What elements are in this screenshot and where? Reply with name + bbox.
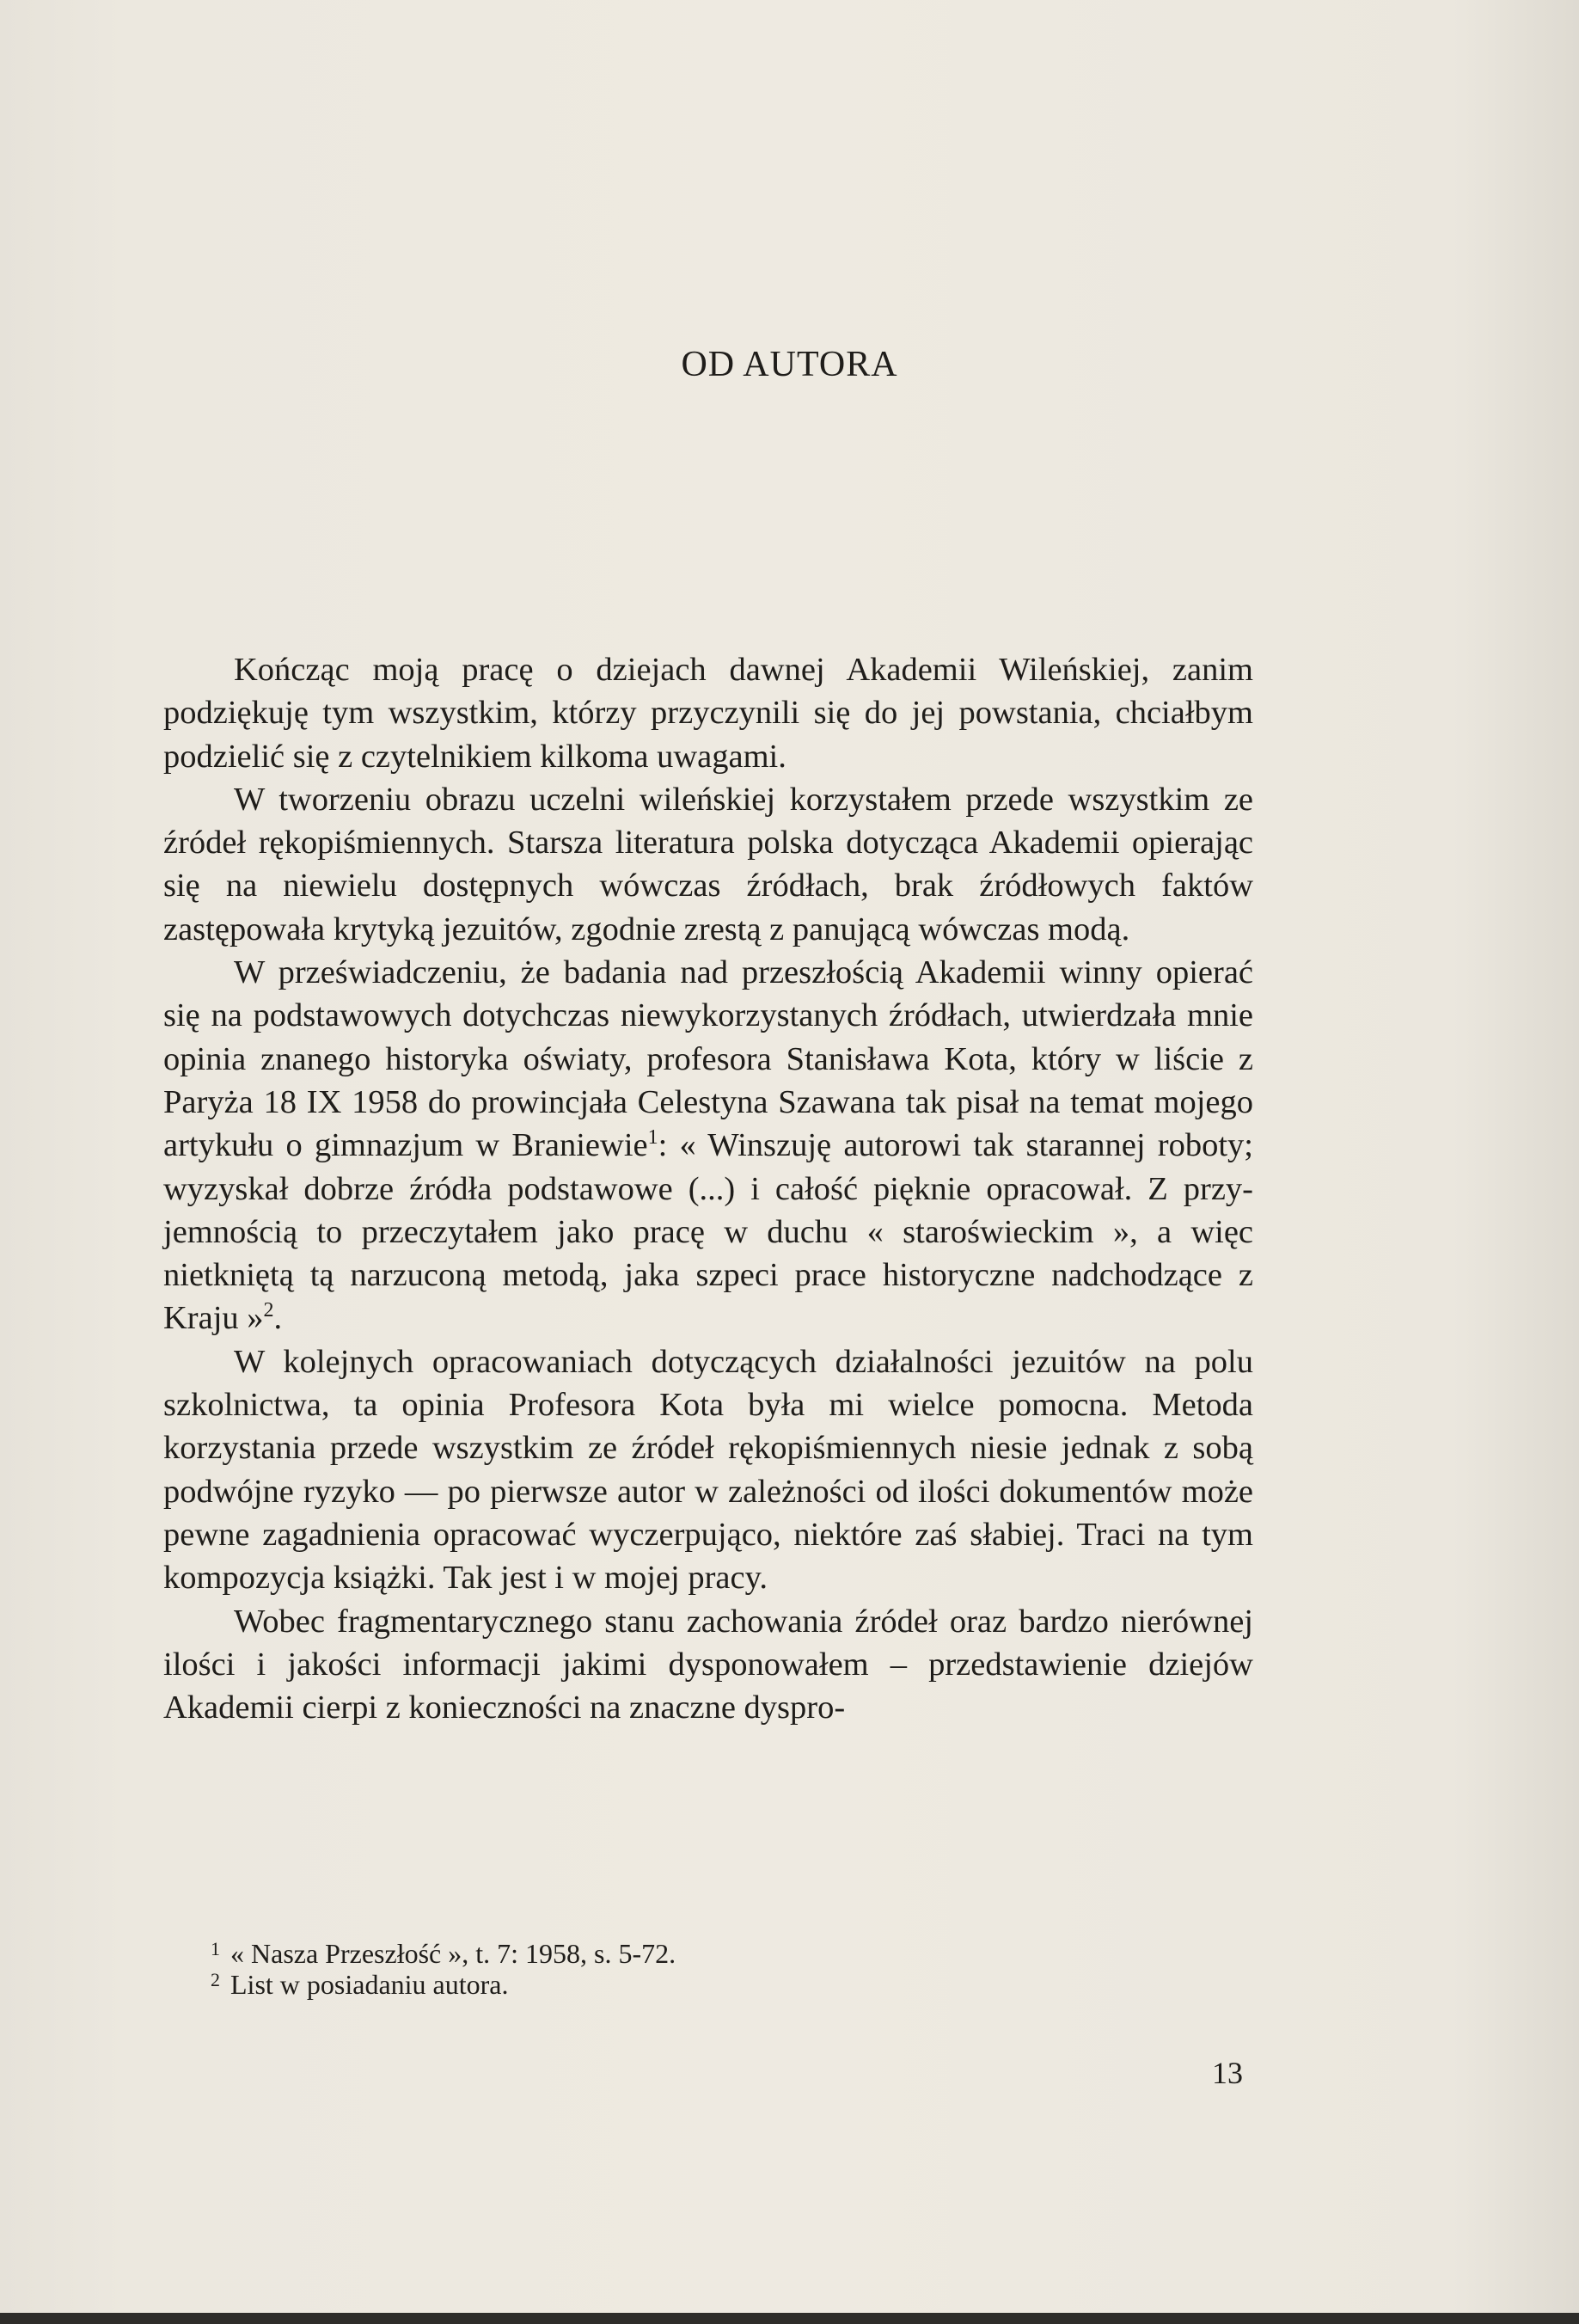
footnote-mark: 2 xyxy=(211,1969,220,1990)
paragraph-text: W kolejnych opracowaniach dotyczących działalności jezuitów na polu szkolnictwa, ta opinia Profesora Kota była mi wielce pomocna. Metoda korzystania przede wszystkim ze źródeł rękopiśmiennych niesie jednak z sobą podwójne ryzyko — po pierwsze autor w zależności od ilości dokumentów może pewne zagadnienia opracować wyczerpująco, niektóre zaś słabiej. Traci na tym kompozycja książki. Tak jest i w mojej pracy. xyxy=(163,1343,1253,1597)
page-edge-shadow xyxy=(0,2313,1579,2324)
paragraph xyxy=(163,1600,1253,1730)
footnote-text: « Nasza Przeszłość », t. 7: 1958, s. 5-72. xyxy=(230,1938,676,1969)
paragraph xyxy=(163,648,1253,778)
paragraph xyxy=(163,1340,1253,1600)
paragraph-text: . xyxy=(273,1300,283,1337)
footnote-text: List w posiadaniu autora. xyxy=(230,1969,509,2000)
footnote-1 xyxy=(211,1938,1156,1969)
paragraph-text: W tworzeniu obrazu uczelni wileńskiej korzystałem przede wszystkim ze źródeł rękopiśmiennych. Starsza literatura polska dotycząca Akademii opierając się na niewielu dostępnych wówczas źródłach, brak źródłowych faktów zastępowała krytyką jezuitów, zgodnie zrestą z panującą wówczas modą. xyxy=(163,781,1253,947)
footnote-ref-1: 1 xyxy=(647,1126,658,1150)
paragraph xyxy=(163,778,1253,951)
footnotes xyxy=(211,1938,1156,2000)
page-number: 13 xyxy=(1212,2056,1243,2090)
paragraph-text: Wobec fragmentarycznego stanu zachowania źródeł oraz bardzo nierównej ilości i jakości informacji jakimi dysponowałem – przedstawienie dziejów Akademii cierpi z konieczności na znaczne dyspro- xyxy=(163,1603,1253,1726)
footnote-2 xyxy=(211,1969,1156,2000)
body-text xyxy=(163,648,1253,1729)
paragraph xyxy=(163,951,1253,1340)
footnote-ref-2: 2 xyxy=(263,1299,274,1322)
paragraph-text: Kończąc moją pracę o dziejach dawnej Akademii Wileńskiej, zanim podziękuję tym wszystkim, którzy przyczynili się do jej powstania, chciałbym podzielić się z czytelnikiem kilkoma uwagami. xyxy=(163,652,1253,775)
page-title: OD AUTORA xyxy=(681,345,898,384)
footnote-mark: 1 xyxy=(211,1938,220,1959)
paragraph-text: W przeświadczeniu, że badania nad przeszłością Akademii winny opierać się na podstawowych dotychczas niewykorzystanych źródłach, utwierdzała mnie opinia znanego historyka oświaty, profesora Stanisława Kota, który w liście z Paryża 18 IX 1958 do prowincjała Celestyna Szawana tak pisał na temat mojego artykułu o gimnazjum w Braniewie xyxy=(163,954,1253,1164)
paragraph-text: : « Winszuję autorowi tak starannej roboty; wyzyskał dobrze źródła podstawowe (...) i całość pięknie opracował. Z przyjemnością to przeczytałem jako pracę w duchu « staroświeckim », a więc nietkniętą tą narzuconą metodą, jaka szpeci prace historyczne nadchodzące z Kraju » xyxy=(163,1127,1254,1337)
